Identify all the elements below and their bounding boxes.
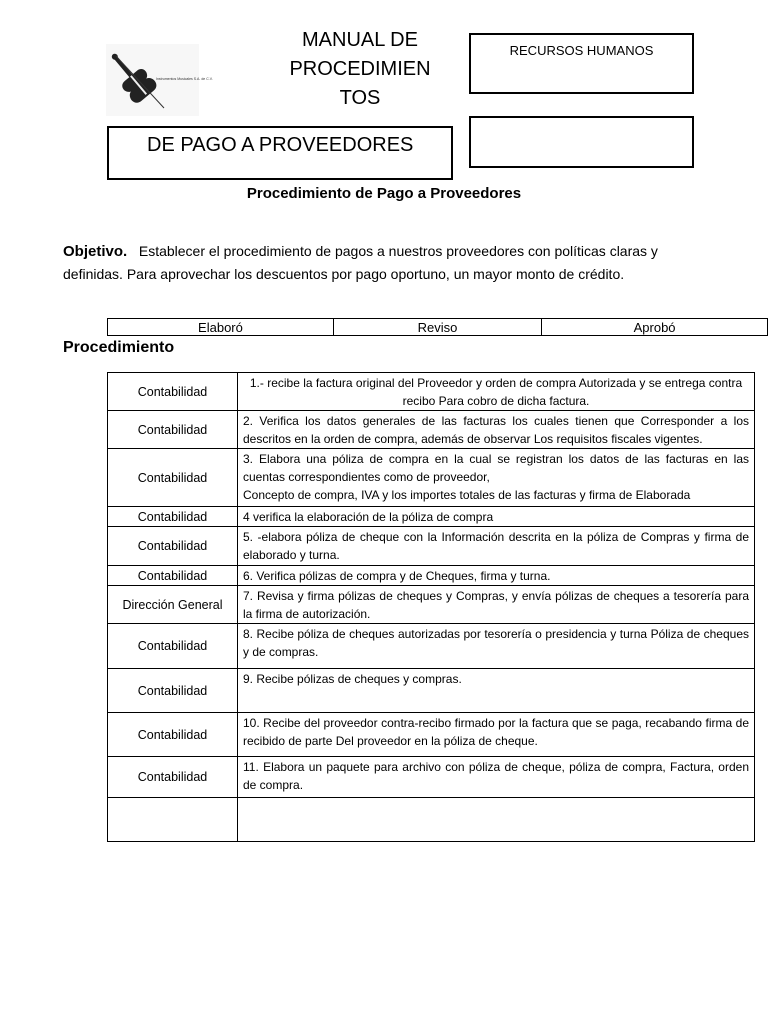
table-row (108, 757, 755, 798)
step-description: 7. Revisa y firma pólizas de cheques y Compras, y envía pólizas de cheques a tesorería para la firma de autorización. (238, 586, 755, 624)
objective-paragraph (63, 240, 673, 285)
table-row (108, 507, 755, 527)
signature-table (107, 318, 768, 336)
step-description: 1.- recibe la factura original del Proveedor y orden de compra Autorizada y se entrega contra recibo Para cobro de dicha factura. (238, 373, 755, 411)
procedure-heading: Procedimiento (63, 339, 175, 356)
table-row (108, 669, 755, 713)
step-description: 3. Elabora una póliza de compra en la cual se registran los datos de las facturas en las cuentas correspondientes como de proveedor, Concepto de compra, IVA y los importes totales de las facturas y firma de Elaborada (238, 449, 755, 507)
step-role: Contabilidad (108, 566, 238, 586)
signature-reviso: Reviso (333, 319, 541, 336)
step-description (238, 798, 755, 842)
step-description: 10. Recibe del proveedor contra-recibo firmado por la factura que se paga, recabando firma de recibido de parte Del proveedor en la póliza de cheque. (238, 713, 755, 757)
step-role: Contabilidad (108, 713, 238, 757)
table-row (108, 373, 755, 411)
objective-label: Objetivo. (63, 243, 128, 260)
step-role: Dirección General (108, 586, 238, 624)
step-role: Contabilidad (108, 507, 238, 527)
step-description: 6. Verifica pólizas de compra y de Cheques, firma y turna. (238, 566, 755, 586)
company-logo (106, 44, 213, 116)
signature-aprobo: Aprobó (542, 319, 768, 336)
table-row (108, 586, 755, 624)
step-role (108, 798, 238, 842)
step-role: Contabilidad (108, 757, 238, 798)
step-role: Contabilidad (108, 527, 238, 566)
step-description: 5. -elabora póliza de cheque con la Información descrita en la póliza de Compras y firma de elaborado y turna. (238, 527, 755, 566)
violin-icon (106, 44, 213, 116)
procedure-table (107, 372, 755, 842)
objective-text: Establecer el procedimiento de pagos a nuestros proveedores con políticas claras y definidas. Para aprovechar los descuentos por pago oportuno, un mayor monto de crédito. (63, 243, 658, 282)
table-row (108, 624, 755, 669)
step-role: Contabilidad (108, 373, 238, 411)
table-row (108, 527, 755, 566)
logo-caption: Instrumentos Musicales S.A. de C.V. (156, 77, 213, 81)
step-role: Contabilidad (108, 624, 238, 669)
department-box: RECURSOS HUMANOS (469, 33, 694, 94)
step-role: Contabilidad (108, 411, 238, 449)
table-row (108, 798, 755, 842)
table-row (108, 449, 755, 507)
signature-elaboro: Elaboró (108, 319, 334, 336)
step-description: 11. Elabora un paquete para archivo con póliza de cheque, póliza de compra, Factura, orden de compra. (238, 757, 755, 798)
manual-title: MANUAL DE PROCEDIMIEN TOS (289, 29, 431, 109)
step-role: Contabilidad (108, 669, 238, 713)
step-description: 4 verifica la elaboración de la póliza de compra (238, 507, 755, 527)
procedure-name-box: DE PAGO A PROVEEDORES (107, 126, 453, 180)
step-description: 8. Recibe póliza de cheques autorizadas por tesorería o presidencia y turna Póliza de cheques y de compras. (238, 624, 755, 669)
step-description: 9. Recibe pólizas de cheques y compras. (238, 669, 755, 713)
blank-box (469, 116, 694, 168)
step-role: Contabilidad (108, 449, 238, 507)
table-row (108, 566, 755, 586)
step-description: 2. Verifica los datos generales de las facturas los cuales tienen que Corresponder a los descritos en la orden de compra, además de observar Los requisitos fiscales vigentes. (238, 411, 755, 449)
document-subtitle: Procedimiento de Pago a Proveedores (246, 185, 522, 202)
table-row (108, 411, 755, 449)
table-row (108, 713, 755, 757)
